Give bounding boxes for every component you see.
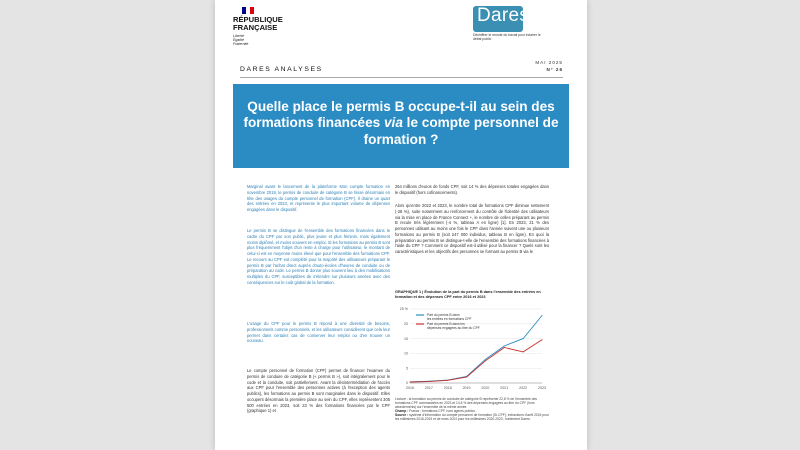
dares-logo: Dares: [477, 5, 530, 26]
y-tick-label: 0: [406, 381, 408, 386]
abstract-paragraph-2: Le permis B se distingue de l'ensemble des formations financées dans le cadre du CPF par son public, plus jeune et plus féminin, mais également moins diplômé, et moins souvent en emploi. Si les formations au permis B sont plus fréquemment l'objet d'un reste à charge pour l'utilisateur, le montant de celui-ci est en moyenne moins élevé que pour l'ensemble des formations CPF. Le recours au CPF est complété pour la majorité des utilisateurs préparant le permis B par l'achat direct auprès d'auto-écoles d'heures de conduite ou de préparation au code. Le permis B donne plus souvent lieu à des mobilisations multiples du CPF, susceptibles de s'étendre sur plusieurs années avec des conséquences sur le coût global de la formation.: [247, 228, 390, 285]
x-tick-label: 2016: [406, 386, 414, 390]
abstract-paragraph-3: L'usage du CPF pour le permis B répond à une diversité de besoins, professionnels comme personnels, et les utilisateurs considèrent que cela leur permet dans certains cas de conserver leur emploi ou d'en trouver un nouveau.: [247, 321, 390, 344]
data-point: [542, 339, 543, 340]
x-tick-label: 2017: [424, 386, 433, 390]
data-point: [485, 360, 486, 361]
body-paragraph-3: Alors qu'entre 2022 et 2023, le nombre total de formations CPF diminue nettement (-28 %), suite notamment au renforcement du contrôle de l'identité des utilisateurs via la mise en place de France Connect +, le nombre de celles préparant au permis B recule très légèrement (-4 %, tableau A en ligne) [1]. En 2023, 21 % des personnes utilisant au moins une fois le CPF dans l'année suivent une ou plusieurs formations au permis B (soit 247 000 individus, tableau B en ligne). En quoi la préparation au permis B se distingue-t-elle de l'ensemble des formations financées à l'aide du CPF ? Comment ce dispositif est-il utilisé pour la financer ? Quels sont les caractéristiques et les objectifs des personnes se formant au permis B via le: [395, 203, 549, 254]
data-point: [428, 381, 429, 382]
header-divider: [240, 77, 563, 78]
data-point: [466, 377, 467, 378]
republic-motto: Liberté Égalité Fraternité: [233, 34, 249, 47]
document-page: [215, 0, 587, 450]
document-title: Quelle place le permis B occupe-t-il au sein des formations financées via le compte personnel de formation ?: [243, 99, 559, 147]
marianne-flag-icon: [242, 7, 254, 14]
y-tick-label: 10: [404, 351, 408, 356]
abstract-paragraph-1: Marginal avant le lancement de la plateforme Mon compte formation en novembre 2019, le permis de conduire de catégorie B se hisse désormais en tête des usages du compte personnel de formation (CPF). Il draine un quart des entrées en 2023, et représente le plus important volume de dépenses engagées dans le dispositif.: [247, 184, 390, 212]
chart-source-note: Source : système d'information du compte personnel de formation (SI-CPF), extractions d'avril 2024 pour les millésimes 2016-2019 et de mars 2024 pour les millésimes 2020-2023 ; traitement Dares.: [395, 413, 549, 421]
dares-tagline: Déchiffrer le monde du travail pour éclairer le débat public: [473, 33, 541, 42]
y-tick-label: 5: [406, 366, 408, 371]
x-tick-label: 2020: [481, 386, 490, 390]
data-point: [542, 315, 543, 316]
data-point: [447, 380, 448, 381]
y-tick-label: 15: [404, 336, 408, 341]
publication-date: MAI 2025: [535, 60, 563, 65]
data-point: [523, 351, 524, 352]
legend-label: dépenses engagées au titre du CPF: [427, 326, 480, 331]
legend-label: les entrées en formations CPF: [427, 317, 472, 322]
x-tick-label: 2019: [462, 386, 471, 390]
y-tick-label: 20: [404, 322, 408, 326]
y-tick-label: 25 %: [399, 307, 408, 312]
republic-title: RÉPUBLIQUE FRANÇAISE: [233, 15, 283, 33]
x-tick-label: 2023: [538, 386, 546, 390]
chart-scope-note: Champ : France ; formations CPF, hors agents publics.: [395, 409, 476, 413]
line-chart: [396, 303, 546, 393]
publication-number: N° 26: [546, 67, 563, 72]
chart-notes: [395, 397, 549, 421]
chart-title: GRAPHIQUE 1 | Évolution de la part du permis B dans l'ensemble des entrées en formation et des dépenses CPF entre 2016 et 2023: [395, 290, 541, 299]
data-point: [523, 338, 524, 339]
series-line: [410, 340, 542, 382]
x-tick-label: 2018: [443, 386, 452, 390]
series-title: DARES ANALYSES: [240, 66, 323, 73]
x-tick-label: 2021: [500, 386, 509, 390]
data-point: [485, 359, 486, 360]
legend-label: Part du permis B dans les: [427, 322, 465, 327]
data-point: [504, 346, 505, 347]
body-paragraph-1: Le compte personnel de formation (CPF) permet de financer l'examen du permis de conduire de catégorie B (« permis B »), soit intégralement pour le code et la conduite, soit partiellement. Avant la désintermédiation de l'accès aux CPF pour l'ensemble des personnes actives (à l'exception des agents publics), les formations au permis B sont marginales dans le dispositif. Elles occupent désormais la première place au sein du CPF, elles représentent 305 500 entrées en 2023, soit 23 % des formations financées par le CPF (graphique 1) et: [247, 368, 390, 414]
legend-label: Part du permis B dans: [427, 313, 460, 318]
chart-reading-note: Lecture : la formation au permis de conduire de catégorie B représente 22,8 % de l'ensemble des formations CPF commandées en 2023 et 14,6 % des dépenses engagées au titre du CPF (hors abondements) sur l'ensemble de la même année.: [395, 397, 537, 409]
body-paragraph-2: 264 millions d'euros de fonds CPF, soit 14 % des dépenses totales engagées dans le dispositif (hors cofinancements).: [395, 184, 549, 195]
chart-svg: [396, 303, 546, 393]
data-point: [504, 347, 505, 348]
data-point: [410, 382, 411, 383]
x-tick-label: 2022: [519, 386, 528, 390]
